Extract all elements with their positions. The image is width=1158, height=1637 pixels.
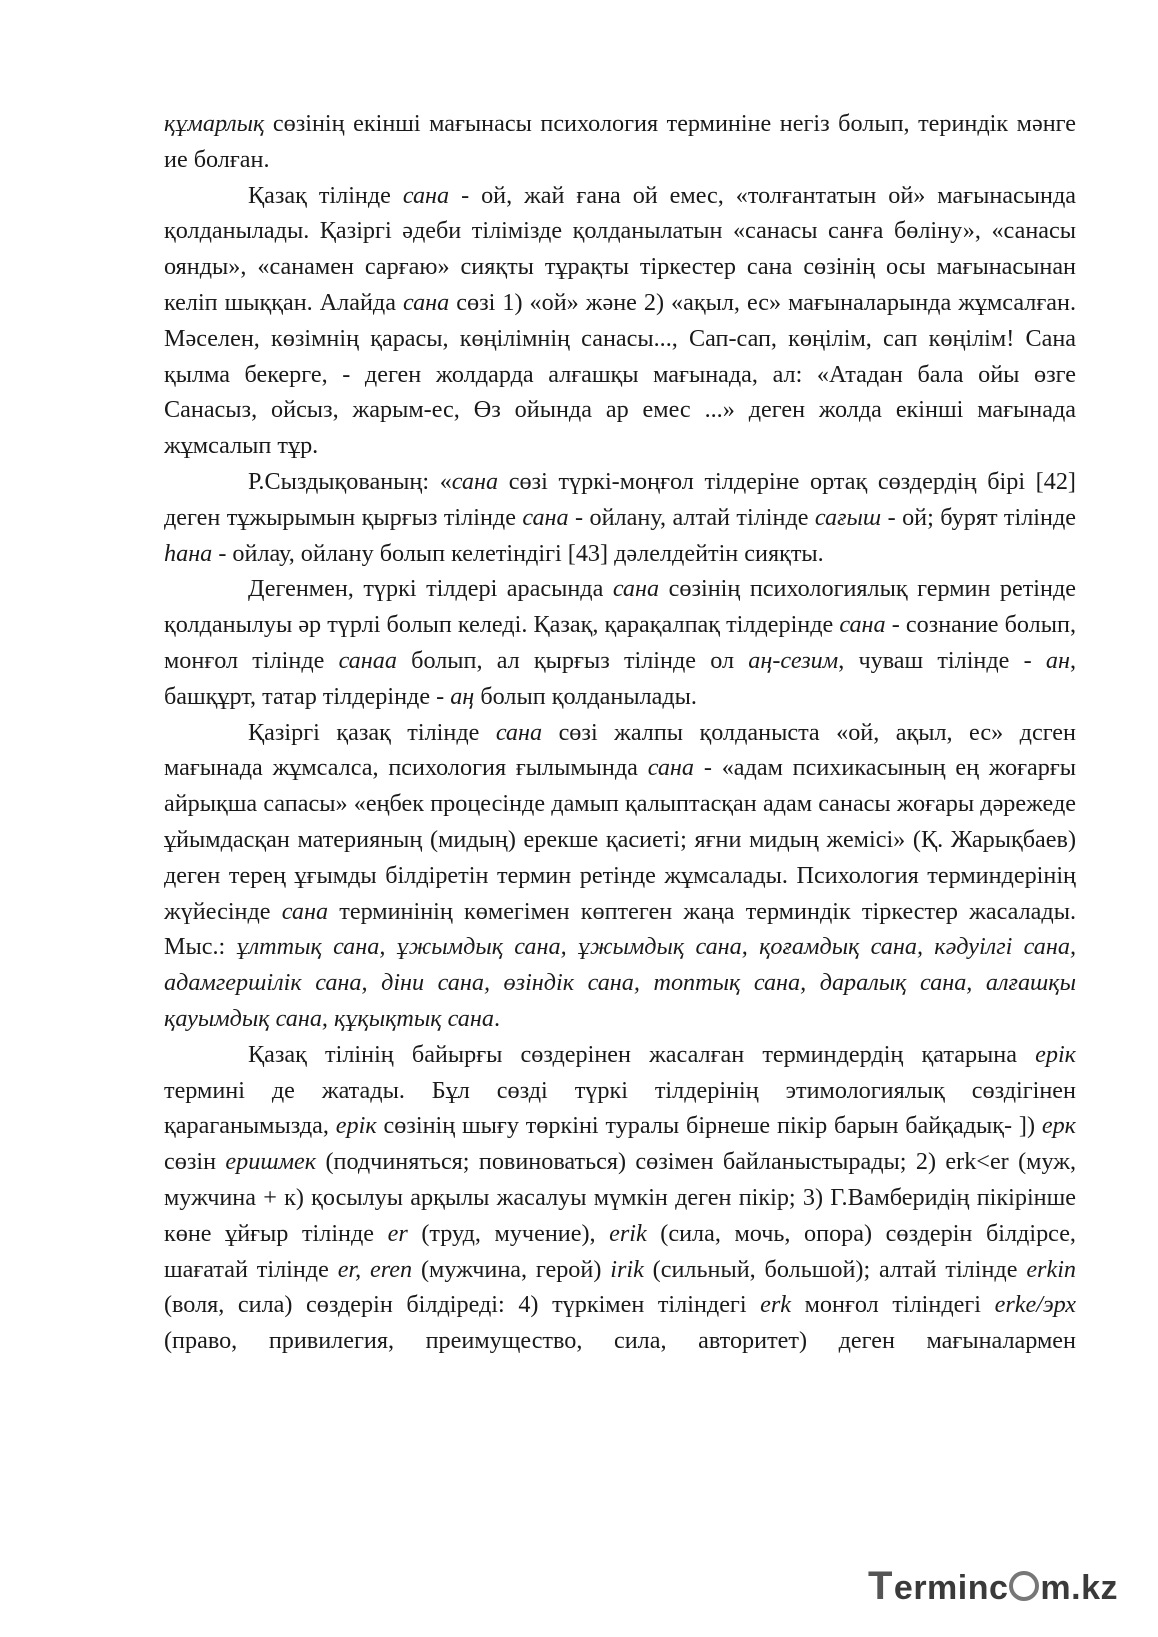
text-run: Қазақ тілінің байырғы сөздерінен жасалған терминдердің қатарына <box>248 1040 1036 1068</box>
italic-term: irik <box>610 1255 644 1283</box>
text-run: сөзінің психологиялық гермин ретінде қолданылуы әр түрлі болып келеді. Қазақ, қарақалпақ тілдерінде <box>164 575 1076 639</box>
text-run: болып, ал қырғыз тілінде ол <box>396 646 749 674</box>
document-page <box>164 106 1076 1359</box>
text-run: сөзін <box>164 1148 226 1176</box>
text-run: , башқұрт, татар тілдерінде - <box>164 646 1076 710</box>
text-run: - ойлау, ойлану болып келетіндігі [43] дәлелдейтін сияқты. <box>212 539 824 567</box>
paragraph-3 <box>164 464 1076 571</box>
text-run: Р.Сыздықованың: « <box>248 467 452 495</box>
text-run: (труд, мучение), <box>407 1219 610 1247</box>
text-run: , чуваш тілінде - <box>838 646 1046 674</box>
italic-term: құмарлық <box>164 110 265 137</box>
paragraph-2 <box>164 178 1076 464</box>
italic-term: сағыш <box>814 503 882 531</box>
logo-text-part-2: m.kz <box>1040 1569 1118 1607</box>
italic-term: сана <box>839 611 886 639</box>
italic-term: еришмек <box>225 1148 317 1176</box>
paragraph-1 <box>164 106 1076 178</box>
text-run: - сознание болып, монғол тілінде <box>164 611 1076 674</box>
text-run: болып қолданылады. <box>474 682 697 710</box>
text-run: сөзінің шығу төркіні туралы бірнеше пікір барын байқадық- ]) <box>376 1112 1042 1140</box>
logo-o-ring-icon <box>1009 1571 1039 1601</box>
text-run: сөзі түркі-моңғол тілдеріне ортақ сөздердің бірі [42] деген тұжырымын қырғыз тілінде <box>164 467 1076 531</box>
paragraph-5 <box>164 715 1076 1037</box>
italic-term: сана <box>402 288 450 316</box>
italic-term-list: ұлттық сана, ұжымдық сана, ұжымдық сана, қоғамдық сана, кәдуілгі сана, адамгершілік сана, діни сана, өзіндік сана, топтық сана, даралық сана, алғашқы қауымдық сана, құқықтық сана <box>164 933 1076 1032</box>
italic-term: сана <box>647 754 695 782</box>
text-run: Қазақ тілінде <box>248 181 403 209</box>
text-run: - «адам психикасының ең жоғарғы айрықша сапасы» «еңбек процесінде дамып қалыптасқан адам санасы жоғары дәрежеде ұйымдасқан материяның (мидың) ерекше қасиеті; яғни мидың жемісі» (Қ. Жарықбаев) деген терең ұғымды білдіретін термин ретінде жұмсалады. Психология терминдерінің жүйесінде <box>164 754 1076 925</box>
text-run: термині де жатады. Бұл сөзді түркі тілдерінің этимологиялық сөздігінен қараганымызда, <box>164 1076 1076 1140</box>
italic-term: er <box>387 1219 408 1247</box>
text-run: (воля, сила) сөздерін білдіреді: 4) түркімен тіліндегі <box>164 1291 761 1319</box>
text-run: . <box>493 1004 500 1032</box>
text-run: сөзінің екінші мағынасы психология терминіне негіз болып, териндік мәнге ие болған. <box>164 110 1076 173</box>
text-run: монғол тіліндегі <box>791 1291 995 1319</box>
paragraph-6 <box>164 1037 1076 1359</box>
italic-term: аң <box>450 682 475 710</box>
italic-term: һана <box>164 539 213 567</box>
text-run: сөзі жалпы қолданыста «ой, ақыл, ес» дсген мағынада жұмсалса, психология ғылымында <box>164 718 1076 782</box>
italic-term: сана <box>522 503 569 531</box>
italic-term: erkin <box>1026 1255 1077 1283</box>
text-run: (право, привилегия, преимущество, сила, авторитет) деген мағыналармен <box>164 1327 1076 1355</box>
text-run: (мужчина, герой) <box>412 1255 611 1283</box>
text-run: - ой, жай ғана ой емес, «толғантатын ой» мағынасында қолданылады. Қазіргі әдеби тілімізде қолданылатын «санасы санға бөліну», «санасы оянды», «санамен сарғаю» сияқты тұрақты тіркестер сана сөзінің осы мағынасынан келіп шыққан. Алайда <box>164 181 1076 316</box>
italic-term: санаа <box>338 646 397 674</box>
text-run: - ой; бурят тілінде <box>881 503 1076 531</box>
italic-term: ерік <box>1035 1040 1076 1068</box>
italic-term: сана <box>402 181 450 209</box>
italic-term: er, eren <box>337 1255 413 1283</box>
italic-term: сана <box>495 718 543 746</box>
text-run: (сила, мочь, опора) сөздерін білдірсе, шағатай тілінде <box>164 1219 1076 1283</box>
italic-term: erk <box>760 1291 792 1319</box>
text-run: терминінің көмегімен көптеген жаңа терминдік тіркестер жасалады. Мыс.: <box>164 897 1076 961</box>
italic-term: сана <box>612 575 660 603</box>
paragraph-4 <box>164 571 1076 714</box>
text-run: (сильный, большой); алтай тілінде <box>643 1255 1027 1283</box>
italic-term: ерік <box>335 1112 377 1140</box>
italic-term: erik <box>609 1219 647 1247</box>
text-run: Дегенмен, түркі тілдері арасында <box>248 575 613 603</box>
italic-term: аң-сезим <box>748 646 839 674</box>
italic-term: сана <box>281 897 329 925</box>
italic-term: сана <box>451 467 499 495</box>
text-run: (подчиняться; повиноваться) сөзімен байланыстырады; 2) erk<er (муж, мужчина + к) қосылуы арқылы жасалуы мүмкін деген пікір; 3) Г.Вамберидің пікірінше көне ұйғыр тілінде <box>164 1148 1076 1247</box>
logo-text-part-1: erminc <box>893 1569 1009 1607</box>
italic-term: ан <box>1045 646 1070 674</box>
text-run: сөзі 1) «ой» және 2) «ақыл, ес» мағыналарында жұмсалған. Мәселен, көзімнің қарасы, көңілімнің санасы..., Сап-сап, көңілім, сап көңілім! Сана қылма бекерге, - деген жолдарда алғашқы мағынада, ал: «Атадан бала ойы өзге Санасыз, ойсыз, жарым-ес, Өз ойында ар емес ...» деген жолда екінші мағынада жұмсалып тұр. <box>164 288 1076 460</box>
italic-term: ерк <box>1041 1112 1076 1140</box>
italic-term: erke/эрх <box>994 1291 1076 1319</box>
termincom-watermark-logo <box>868 1564 1118 1609</box>
logo-letter-t: T <box>867 1564 893 1608</box>
text-run: - ойлану, алтай тілінде <box>568 503 815 531</box>
text-run: Қазіргі қазақ тілінде <box>248 718 496 746</box>
